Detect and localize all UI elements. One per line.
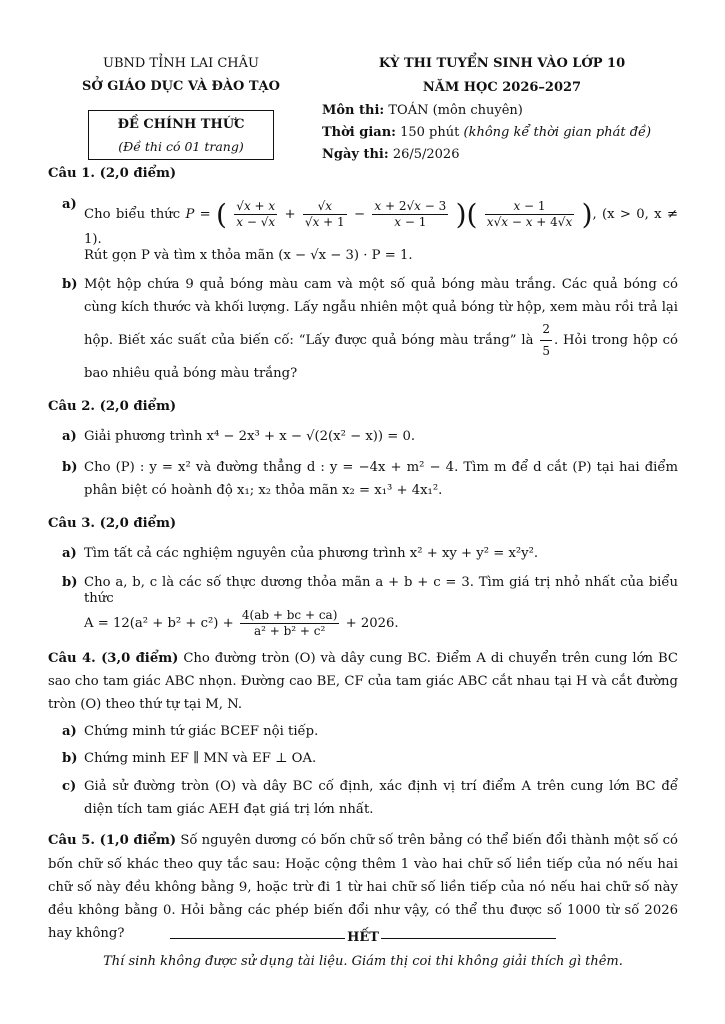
q3b-expr-1: A = 12(a² + b² + c²) + [84,615,234,631]
end-word: HẾT [347,930,379,945]
q1a-condition: (x > 0, x ≠ 1). [84,206,678,247]
q2b-text: Cho (P) : y = x² và đường thẳng d : y = −4x + m² − 4. Tìm m để d cắt (P) tại hai điểm phân biệt có hoành độ x₁; x₂ thỏa mãn x₂ = x₁³ + 4x₁². [84,459,678,498]
province-name: UBND TỈNH LAI CHÂU [102,56,259,71]
time-row [322,125,682,141]
q3b-frac-denominator: a² + b² + c² [253,623,326,638]
time-value: 150 phút [400,124,460,140]
q3a-text: Tìm tất cả các nghiệm nguyên của phương trình x² + xy + y² = x²y². [84,546,539,562]
question-4 [48,647,678,716]
question-3b [48,575,678,639]
question-4c [48,775,678,821]
q1a-line2: Rút gọn P và tìm x thỏa mãn (x − √x − 3) · P = 1. [84,248,413,263]
subject-row [322,103,682,119]
q1b-frac-denominator: 5 [542,343,550,358]
q4a-text: Chứng minh tứ giác BCEF nội tiếp. [84,724,319,740]
question-5-title: Câu 5. (1,0 điểm) [48,833,177,849]
question-1b [48,273,678,385]
part-label: b) [62,276,78,292]
school-year: NĂM HỌC 2026–2027 [422,80,582,96]
part-label: a) [62,724,77,740]
department-name: SỞ GIÁO DỤC VÀ ĐÀO TẠO [82,79,280,95]
question-2-title: Câu 2. (2,0 điểm) [48,398,177,414]
header-left [70,56,292,96]
q3b-text: Cho a, b, c là các số thực dương thỏa mãn a + b + c = 3. Tìm giá trị nhỏ nhất của biểu thức [84,574,678,607]
q5-text: Số nguyên dương có bốn chữ số trên bảng có thể biến đổi thành một số có bốn chữ số khác theo quy tắc sau: Hoặc cộng thêm 1 vào hai chữ số liền tiếp của nó nếu hai chữ số này đều không bằng 9, hoặc trừ đi 1 từ hai chữ số liền tiếp của nó nếu hai chữ số này đều không bằng 0. Hỏi bằng các phép biến đổi như vậy, có thể thu được số 1000 từ số 2026 hay không? [48,833,678,941]
date-label: Ngày thi: [322,147,389,162]
q4c-text: Giả sử đường tròn (O) và dây BC cố định, xác định vị trí điểm A trên cung lớn BC để diện tích tam giác AEH đạt giá trị lớn nhất. [84,779,678,818]
q1b-frac-numerator: 2 [540,319,552,341]
part-label: b) [62,459,78,475]
q2a-text: Giải phương trình x⁴ − 2x³ + x − √(2(x² − x)) = 0. [84,429,416,445]
page-count-note: (Đề thi có 01 trang) [118,139,244,155]
end-line-right [381,937,556,939]
question-4b [48,751,678,768]
question-1-title: Câu 1. (2,0 điểm) [48,166,177,181]
part-label: a) [62,546,77,562]
q1a-intro: Cho biểu thức [84,206,181,222]
date-value: 26/5/2026 [392,147,460,162]
exam-title: KỲ THI TUYỂN SINH VÀO LỚP 10 [378,56,626,71]
question-3-title: Câu 3. (2,0 điểm) [48,515,177,531]
end-marker [48,930,678,947]
subject-value: TOÁN (môn chuyên) [388,102,523,118]
end-line-left [170,937,345,939]
part-label: a) [62,196,77,212]
official-exam-box [88,110,274,160]
question-4a [48,724,678,741]
part-label: c) [62,779,77,795]
part-label: a) [62,429,77,445]
q4-intro: Cho đường tròn (O) và dây cung BC. Điểm A di chuyển trên cung lớn BC sao cho tam giác ABC nhọn. Đường cao BE, CF của tam giác ABC cắt nhau tại H và cắt đường tròn (O) theo thứ tự tại M, N. [48,650,678,713]
footer-note: Thí sinh không được sử dụng tài liệu. Giám thị coi thi không giải thích gì thêm. [103,954,623,969]
subject-label: Môn thi: [322,102,385,118]
q3b-frac-numerator: 4(ab + bc + ca) [241,607,338,622]
exam-content [48,166,678,945]
question-1a [48,197,678,265]
header-right [322,56,682,163]
part-label: b) [62,574,78,590]
question-4-title: Câu 4. (3,0 điểm) [48,650,179,666]
official-title: ĐỀ CHÍNH THỨC [117,117,245,132]
q4b-text: Chứng minh EF ∥ MN và EF ⊥ OA. [84,750,317,766]
q1a-formula-line: Cho biểu thức P = ( $\frac{√x + x}{x - √x}$ + $\frac{√x}{√x + 1}$ − $\frac{x + 2√x - 3}{x - 1}$ )( $\frac{x - 1}{x√x - x + 4√x}$ ), (x > 0, x ≠ 1). [84,197,678,247]
time-note: (không kể thời gian phát đề) [463,124,652,140]
question-3a [48,546,678,563]
q1b-text-1: Một hộp chứa 9 quả bóng màu cam và một số quả bóng màu trắng. Các quả bóng có cùng kích thước và khối lượng. Lấy ngẫu nhiên một quả bóng từ hộp, xem màu rồi trả lại hộp. Biết xác suất của biến cố: “Lấy được quả bóng màu trắng” là [84,276,678,348]
question-2a [48,429,678,446]
date-row [322,147,682,163]
question-5 [48,829,678,944]
q3b-expression [84,608,678,639]
part-label: b) [62,750,78,766]
question-2b [48,456,678,502]
q1b-text-2: . Hỏi trong hộp có bao nhiêu quả bóng màu trắng? [84,332,678,381]
q3b-expr-2: + 2026. [345,615,399,631]
time-label: Thời gian: [322,124,396,140]
